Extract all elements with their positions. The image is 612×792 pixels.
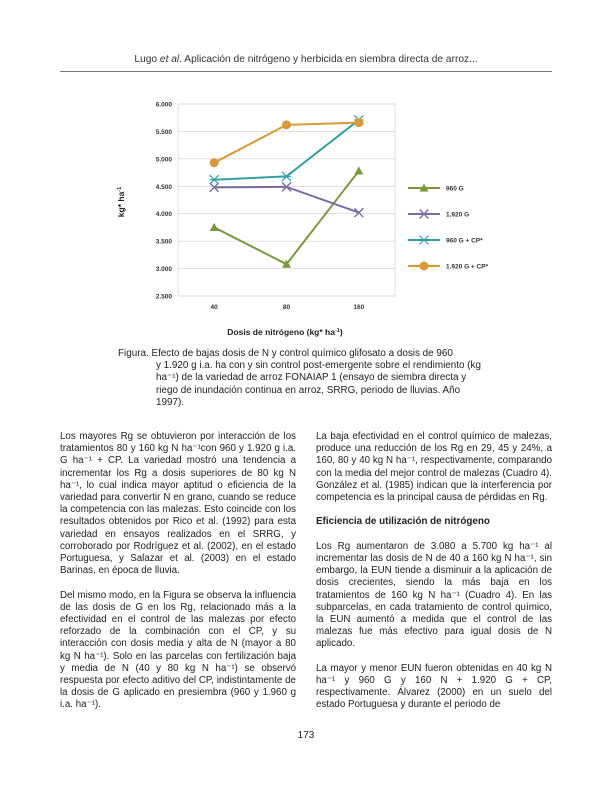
legend-label: 960 G <box>446 185 464 193</box>
section-heading: Eficiencia de utilización de nitrógeno <box>316 516 490 528</box>
y-axis-label <box>116 187 126 217</box>
data-point <box>210 158 219 167</box>
data-point <box>282 120 291 129</box>
y-tick-label: 4.500 <box>155 183 172 191</box>
data-point <box>210 175 219 184</box>
paragraph: Del mismo modo, en la Figura se observa la influencia de las dosis de G en los Rg, relacionado más a la efectividad en el control de las malezas por efecto reforzado de la combinación con el CP, y su interacción con dosis media y alta de N (mayor a 80 kg N ha⁻¹). Solo en las parcelas con fertilización baja y media de N (40 y 80 kg N ha⁻¹) se observó respuesta por efecto aditivo del CP, indistintamente de la dosis de G aplicado en presiembra (960 y 1.960 g i.a. ha⁻¹). <box>60 589 296 711</box>
legend-marker <box>420 236 429 245</box>
x-tick-label: 40 <box>210 304 218 311</box>
page-number: 173 <box>297 730 315 741</box>
paragraph: Los Rg aumentaron de 3.080 a 5.700 kg ha⁻¹ al incrementar las dosis de N de 40 a 160 kg N ha⁻¹, sin embargo, la EUN tiende a disminuir a la aplicación de dosis crecientes, siendo la más baja en los tratamientos de 160 kg N ha⁻¹ (Cuadro 4). En las subparcelas, en cada tratamiento de control químico, la EUN aumentó a medida que el control de las malezas fue más efectivo para igual dosis de N aplicado. <box>316 540 552 650</box>
data-point <box>282 172 291 181</box>
caption-line1: Figura. Efecto de bajas dosis de N y control químico glifosato a dosis de 960 <box>118 348 453 359</box>
running-header <box>0 54 612 65</box>
legend-label: 1.920 G + CP* <box>446 263 489 271</box>
y-tick-labels <box>156 102 173 301</box>
yield-line-chart <box>110 98 510 343</box>
x-axis-label <box>227 327 343 337</box>
x-tick-labels <box>211 304 365 311</box>
series-line <box>214 171 359 264</box>
left-text-column <box>60 431 296 724</box>
y-tick-label: 3.500 <box>155 238 172 246</box>
y-tick-label: 3.000 <box>155 266 172 274</box>
data-point <box>210 223 219 231</box>
y-tick-label: 2.500 <box>155 293 172 301</box>
data-point <box>354 208 363 217</box>
legend-label: 1.920 G <box>446 211 470 219</box>
x-axis-label-end: ) <box>339 327 343 337</box>
legend-label: 960 G + CP* <box>446 237 483 245</box>
y-tick-label: 5.000 <box>155 156 172 164</box>
header-etal: et al <box>159 54 180 65</box>
y-tick-label: 4.000 <box>155 211 172 219</box>
paragraph: La mayor y menor EUN fueron obtenidas en 40 kg N ha⁻¹ y 960 G y 160 N + 1.920 G + CP, respectivamente. Álvarez (2000) en un suelo del estado Portuguesa y durante el periodo de <box>316 662 552 711</box>
x-tick-label: 80 <box>282 304 291 311</box>
figure-caption <box>118 348 490 409</box>
data-point <box>354 166 363 174</box>
right-text-column <box>316 431 552 724</box>
x-axis-label-text: Dosis de nitrógeno (kg* ha <box>227 327 335 337</box>
chart-legend <box>408 184 489 271</box>
legend-marker <box>420 262 429 271</box>
header-rule <box>60 71 552 72</box>
paragraph: La baja efectividad en el control químico de malezas, produce una reducción de los Rg en 29, 45 y 24%, a 160, 80 y 40 kg N ha⁻¹, respectivamente, comparando con la media del mejor control de malezas (Cuadro 4). González et al. (1985) indican que la interferencia por competencia es la principal causa de pérdidas en Rg. <box>316 431 552 504</box>
y-axis-label-sup: -1 <box>117 186 123 192</box>
y-tick-label: 6.000 <box>155 101 172 109</box>
caption-rest: y 1.920 g i.a. ha con y sin control post-emergente sobre el rendimiento (kg ha⁻¹) de la variedad de arroz FONAIAP 1 (ensayo de siembra directa y riego de inundación continua en arroz, SRRG, periodo de lluvias. Año 1997). <box>156 360 481 408</box>
header-author: Lugo <box>134 54 158 65</box>
data-point <box>354 118 363 127</box>
header-title: . Aplicación de nitrógeno y herbicida en siembra directa de arroz... <box>179 54 478 65</box>
x-tick-label: 160 <box>353 304 365 311</box>
y-axis-label-text: kg* ha <box>116 191 126 218</box>
paragraph: Los mayores Rg se obtuvieron por interacción de los tratamientos 80 y 160 kg N ha⁻¹con 960 y 1.920 g i.a. G ha⁻¹ + CP. La variedad mostró una tendencia a incrementar los Rg a dosis superiores de 80 kg N ha⁻¹, lo cual indica mayor aptitud o eficiencia de la variedad para convertir N en grano, cuando se reduce la competencia con las malezas. Esto coincide con los resultados obtenidos por Rico et al. (1992) para esta variedad en ensayos realizados en el SRRG, y corroborado por Rodríguez et al. (2002), en el estado Portuguesa, y Salazar et al. (2003) en el estado Barinas, en época de lluvia. <box>60 431 296 577</box>
chart-series <box>210 115 364 267</box>
y-tick-label: 5.500 <box>155 128 172 136</box>
x-axis-label-sup: -1 <box>334 328 340 334</box>
